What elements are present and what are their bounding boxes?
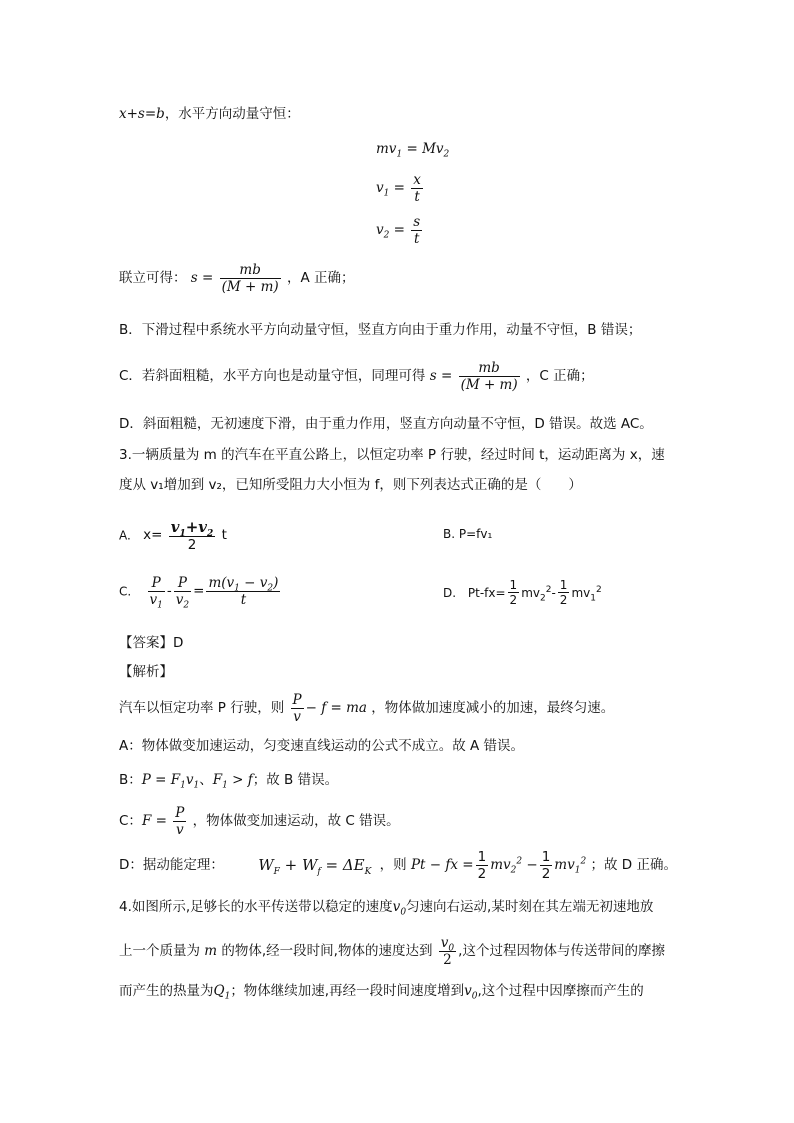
q4-line2: 上一个质量为 m 的物体,经一段时间,物体的速度达到 $\frac{v_0}{2}$ ,这个过程因物体与传送带间的摩擦 — [119, 935, 665, 969]
answer-tag: 【答案】D — [119, 635, 184, 651]
analysis-line1: 汽车以恒定功率 P 行驶，则 $\frac{P}{v}$ − f = ma ，物体做加速度减小的加速，最终匀速。 — [119, 692, 615, 726]
q3-option-c: C. $\frac{P}{v_1}$ - $\frac{P}{v_2}$ = $\frac{m(v_1 - v_2)}{t}$ — [119, 575, 279, 611]
q4-line3: 而产生的热量为$Q_1$；物体继续加速,再经一段时间速度增到$v_0$,这个过程中因摩擦而产生的 — [119, 983, 644, 1002]
q4-line1: 4.如图所示,足够长的水平传送带以稳定的速度$v_0$匀速向右运动,某时刻在其左端无初速地放 — [119, 899, 654, 918]
analysis-line3: B：$P = F_1v_1$、$F_1 > f$；故 B 错误。 — [119, 772, 339, 791]
text-line: 联立可得： s = $\frac{mb}{(M + m)}$ ，A 正确； — [119, 262, 355, 296]
eq-momentum: $mv_1 = Mv_2$ — [376, 141, 450, 160]
q3-option-d: D. Pt-fx= $\frac{1}{2}$ $mv_2^2-$ $\frac{1}{2}$ $mv_1^2$ — [443, 578, 602, 608]
q3-option-a: A. x= $\frac{v_1+v_2}{2}$ t — [119, 518, 227, 553]
q3-stem-line1: 3.一辆质量为 m 的汽车在平直公路上，以恒定功率 P 行驶，经过时间 t，运动距离为 x，速 — [119, 447, 665, 463]
eq-v1: $v_1$ = $\frac{x}{t}$ — [376, 172, 421, 206]
item-b: B．下滑过程中系统水平方向动量守恒，竖直方向由于重力作用，动量不守恒，B 错误； — [119, 322, 642, 338]
analysis-line4: C：F = $\frac{P}{v}$ ，物体做变加速运动，故 C 错误。 — [119, 805, 400, 839]
analysis-line2: A：物体做变加速运动，匀变速直线运动的公式不成立。故 A 错误。 — [119, 738, 525, 754]
item-c: C．若斜面粗糙，水平方向也是动量守恒，同理可得 s = $\frac{mb}{(M + m)}$ ，C 正确； — [119, 360, 594, 394]
item-d: D．斜面粗糙，无初速度下滑，由于重力作用，竖直方向动量不守恒，D 错误。故选 AC。 — [119, 416, 653, 432]
analysis-line5: D：据动能定理： $W_F + W_f = \Delta E_K$ ，则 Pt − fx = $\frac{1}{2}$ $mv_2^2$ − $\frac{1}{2}$ $mv_1^2$ ；故 D 正确。 — [119, 849, 677, 883]
formula-x-s-b: x+s=b — [119, 106, 165, 122]
analysis-tag: 【解析】 — [119, 664, 173, 680]
q3-option-b: B. P=fv₁ — [443, 527, 493, 541]
eq-v2: $v_2$ = $\frac{s}{t}$ — [376, 214, 421, 248]
text-line: x+s=b，水平方向动量守恒： — [119, 106, 300, 122]
q3-stem-line2: 度从 v₁增加到 v₂，已知所受阻力大小恒为 f，则下列表达式正确的是（ ） — [119, 477, 582, 493]
